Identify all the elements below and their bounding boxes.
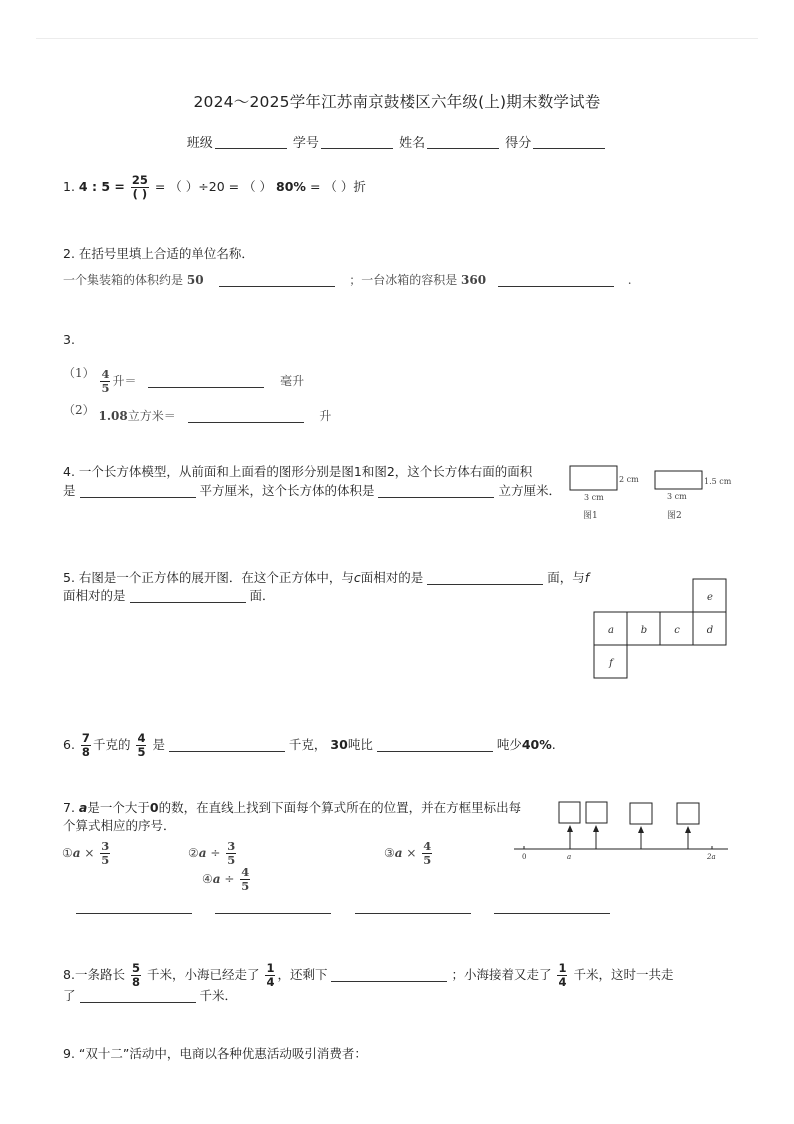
q7-answer-blank-1[interactable] <box>76 900 192 914</box>
answer-box-2[interactable] <box>586 802 607 823</box>
arrowhead-2 <box>593 825 599 832</box>
q3-part-2: （2） 1.08立方米＝ 升 <box>63 403 332 423</box>
question-2-body: 一个集装箱的体积约是 50 ；一台冰箱的容积是 360 . <box>63 273 632 287</box>
fig1-caption: 图1 <box>583 511 598 521</box>
question-6: 6. $\frac{7}{8}$ 千克的 $\frac{4}{5}$ 是 千克， 30吨比 吨少40%. <box>63 731 556 759</box>
question-4-line-1: 4. 一个长方体模型，从前面和上面看的图形分别是图1和图2，这个长方体右面的面积 <box>63 464 533 479</box>
q1-number: 1. <box>63 179 75 194</box>
fig1-height: 2 cm <box>619 475 639 484</box>
answer-box-3[interactable] <box>630 803 652 824</box>
q1-fraction: $\frac{25}{( )}$ <box>131 173 148 201</box>
q7-expr-4: ④a ÷ $\frac{4}{5}$ <box>202 865 250 893</box>
q7-expr-3: ③a × $\frac{4}{5}$ <box>384 839 432 867</box>
score-blank[interactable] <box>533 136 605 149</box>
fig1-rect <box>570 466 617 490</box>
question-7-line-2: 个算式相应的序号． <box>63 818 176 833</box>
score-label: 得分 <box>505 136 532 151</box>
q7-expr-2: ②a ÷ $\frac{3}{5}$ <box>188 839 236 867</box>
cube-net <box>592 578 728 680</box>
question-8-line-2: 了 千米． <box>63 988 237 1003</box>
q1-tail: = （ ）折 <box>309 179 366 194</box>
svg-text:b: b <box>640 625 648 636</box>
q6-blank-2[interactable] <box>377 738 493 752</box>
name-blank[interactable] <box>427 136 499 149</box>
top-rule <box>36 38 758 39</box>
q4-blank-volume[interactable] <box>378 484 494 498</box>
q4-blank-area[interactable] <box>80 484 196 498</box>
question-7-line-1: 7. a是一个大于0的数，在直线上找到下面每个算式所在的位置，并在方框里标出每 <box>63 800 522 815</box>
arrowhead-3 <box>638 826 644 833</box>
q7-expr-1: ①a × $\frac{3}{5}$ <box>62 839 110 867</box>
answer-box-4[interactable] <box>677 803 699 824</box>
name-label: 姓名 <box>399 136 426 151</box>
svg-text:f: f <box>609 658 613 669</box>
q3-blank-2[interactable] <box>188 409 304 423</box>
axis-label-2a: 2a <box>707 853 716 861</box>
q8-blank-2[interactable] <box>80 989 196 1003</box>
q8-blank-1[interactable] <box>331 968 447 982</box>
q7-number-line <box>510 798 735 866</box>
fig2-width: 3 cm <box>667 492 687 501</box>
axis-label-0: 0 <box>522 853 527 861</box>
question-8-line-1: 8.一条路长 $\frac{5}{8}$ 千米，小海已经走了 $\frac{1}{4}$ ，还剩下 ；小海接着又走了 $\frac{1}{4}$ 千米，这时一共走 <box>63 961 674 989</box>
svg-text:c: c <box>674 625 680 636</box>
q3-blank-1[interactable] <box>148 374 264 388</box>
arrowhead-4 <box>685 826 691 833</box>
q5-blank-2[interactable] <box>130 589 246 603</box>
q1-percent: 80% <box>276 179 306 194</box>
fig2-rect <box>655 471 702 489</box>
q1-ratio: 4 : 5 = <box>78 179 125 194</box>
question-1 <box>63 174 366 201</box>
q4-figures <box>560 460 750 526</box>
q7-answer-blank-2[interactable] <box>215 900 331 914</box>
id-label: 学号 <box>292 136 319 151</box>
question-5-line-1: 5. 右图是一个正方体的展开图．在这个正方体中，与c面相对的是 面，与f <box>63 570 590 585</box>
class-label: 班级 <box>186 136 213 151</box>
question-5-line-2: 面相对的是 面． <box>63 588 275 603</box>
svg-text:e: e <box>707 592 713 603</box>
svg-text:d: d <box>706 625 714 636</box>
svg-text:a: a <box>608 625 614 636</box>
arrowhead-1 <box>567 825 573 832</box>
q6-blank-1[interactable] <box>169 738 285 752</box>
q2-blank-1[interactable] <box>219 273 335 287</box>
question-9-stem: 9. “双十二”活动中，电商以各种优惠活动吸引消费者： <box>63 1046 367 1061</box>
class-blank[interactable] <box>215 136 287 149</box>
axis-label-a: a <box>567 853 572 861</box>
question-4-line-2: 是 平方厘米，这个长方体的体积是 立方厘米． <box>63 483 561 498</box>
fig2-height: 1.5 cm <box>704 477 732 486</box>
question-3-number: 3. <box>63 332 75 347</box>
fig2-caption: 图2 <box>667 511 682 521</box>
student-info-row <box>0 132 794 151</box>
q2-blank-2[interactable] <box>498 273 614 287</box>
q3-part-1: （1） $\frac{4}{5}$ 升＝ 毫升 <box>63 366 305 395</box>
q5-blank-1[interactable] <box>427 571 543 585</box>
q1-middle: = （ ）÷20 = （ ） <box>154 179 273 194</box>
question-2-stem: 2. 在括号里填上合适的单位名称． <box>63 246 254 261</box>
q7-answer-blank-4[interactable] <box>494 900 610 914</box>
fig1-width: 3 cm <box>584 493 604 502</box>
page-title: 2024～2025学年江苏南京鼓楼区六年级(上)期末数学试卷 <box>193 93 601 111</box>
q7-answer-blank-3[interactable] <box>355 900 471 914</box>
id-blank[interactable] <box>321 136 393 149</box>
answer-box-1[interactable] <box>559 802 580 823</box>
